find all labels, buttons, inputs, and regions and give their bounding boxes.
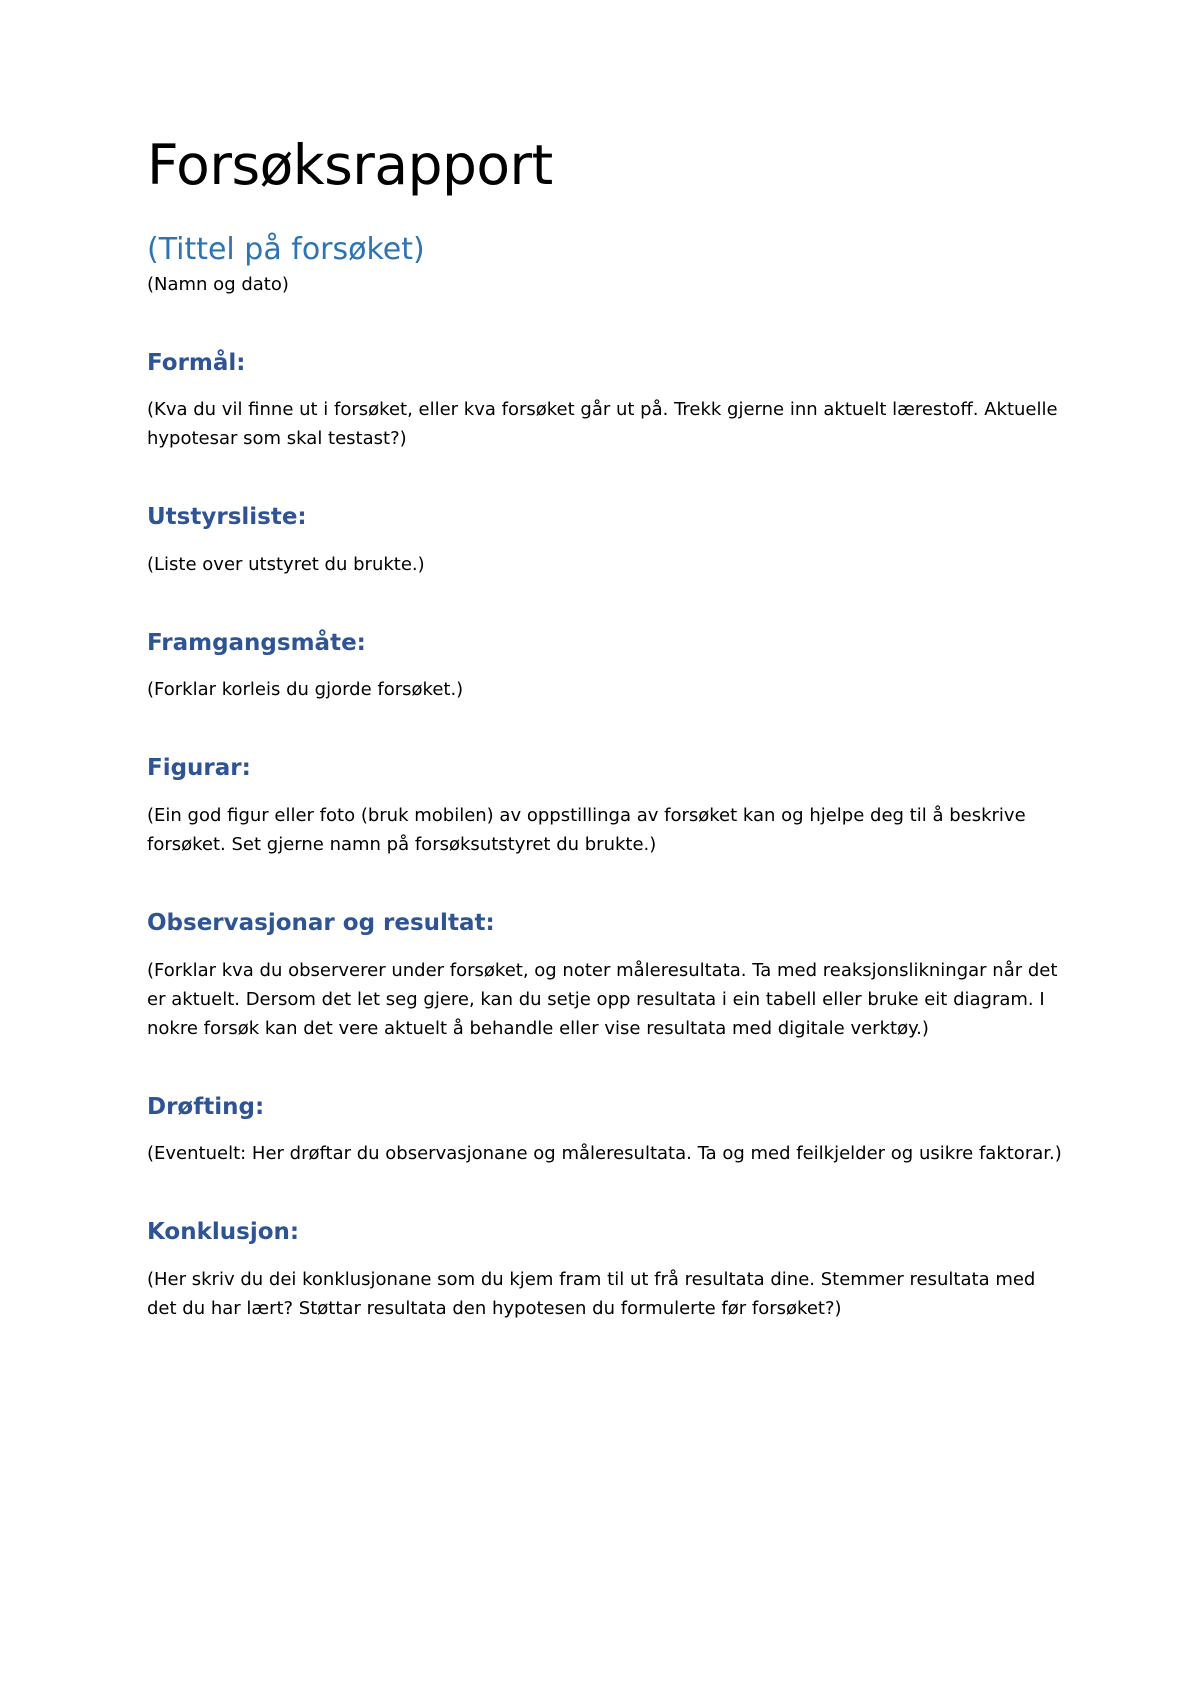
section-figures <box>147 755 1067 859</box>
section-heading: Framgangsmåte: <box>147 629 366 656</box>
section-purpose <box>147 350 1067 454</box>
section-heading: Figurar: <box>147 755 251 782</box>
section-body: (Her skriv du dei konklusjonane som du kjem fram til ut frå resultata dine. Stemmer resultata med det du har lært? Støttar resultata den hypotesen du formulerte før forsøket?) <box>147 1268 1036 1319</box>
section-discussion <box>147 1094 1067 1169</box>
section-body: (Liste over utstyret du brukte.) <box>147 553 425 575</box>
document-content <box>147 133 1067 1323</box>
name-date-placeholder: (Namn og dato) <box>147 273 289 295</box>
experiment-title-placeholder: (Tittel på forsøket) <box>147 232 425 267</box>
section-equipment <box>147 504 1067 579</box>
section-observations <box>147 910 1067 1043</box>
section-body: (Kva du vil finne ut i forsøket, eller kva forsøket går ut på. Trekk gjerne inn aktuelt lærestoff. Aktuelle hypotesar som skal testast?) <box>147 399 1058 450</box>
document-title: Forsøksrapport <box>147 133 553 197</box>
section-heading: Observasjonar og resultat: <box>147 910 495 937</box>
section-body: (Ein god figur eller foto (bruk mobilen) av oppstillinga av forsøket kan og hjelpe deg til å beskrive forsøket. Set gjerne namn på forsøksutstyret du brukte.) <box>147 805 1026 856</box>
section-heading: Drøfting: <box>147 1093 265 1120</box>
section-heading: Konklusjon: <box>147 1219 300 1246</box>
section-body: (Forklar kva du observerer under forsøket, og noter måleresultata. Ta med reaksjonslikningar når det er aktuelt. Dersom det let seg gjere, kan du setje opp resultata i ein tabell eller bruke eit diagram. I nokre forsøk kan det vere aktuelt å behandle eller vise resultata med digitale verktøy.) <box>147 959 1058 1039</box>
section-heading: Utstyrsliste: <box>147 504 307 531</box>
section-body: (Eventuelt: Her drøftar du observasjonane og måleresultata. Ta og med feilkjelder og usikre faktorar.) <box>147 1143 1062 1165</box>
section-procedure <box>147 630 1067 705</box>
section-heading: Formål: <box>147 349 246 376</box>
section-body: (Forklar korleis du gjorde forsøket.) <box>147 679 464 701</box>
section-conclusion <box>147 1219 1067 1323</box>
